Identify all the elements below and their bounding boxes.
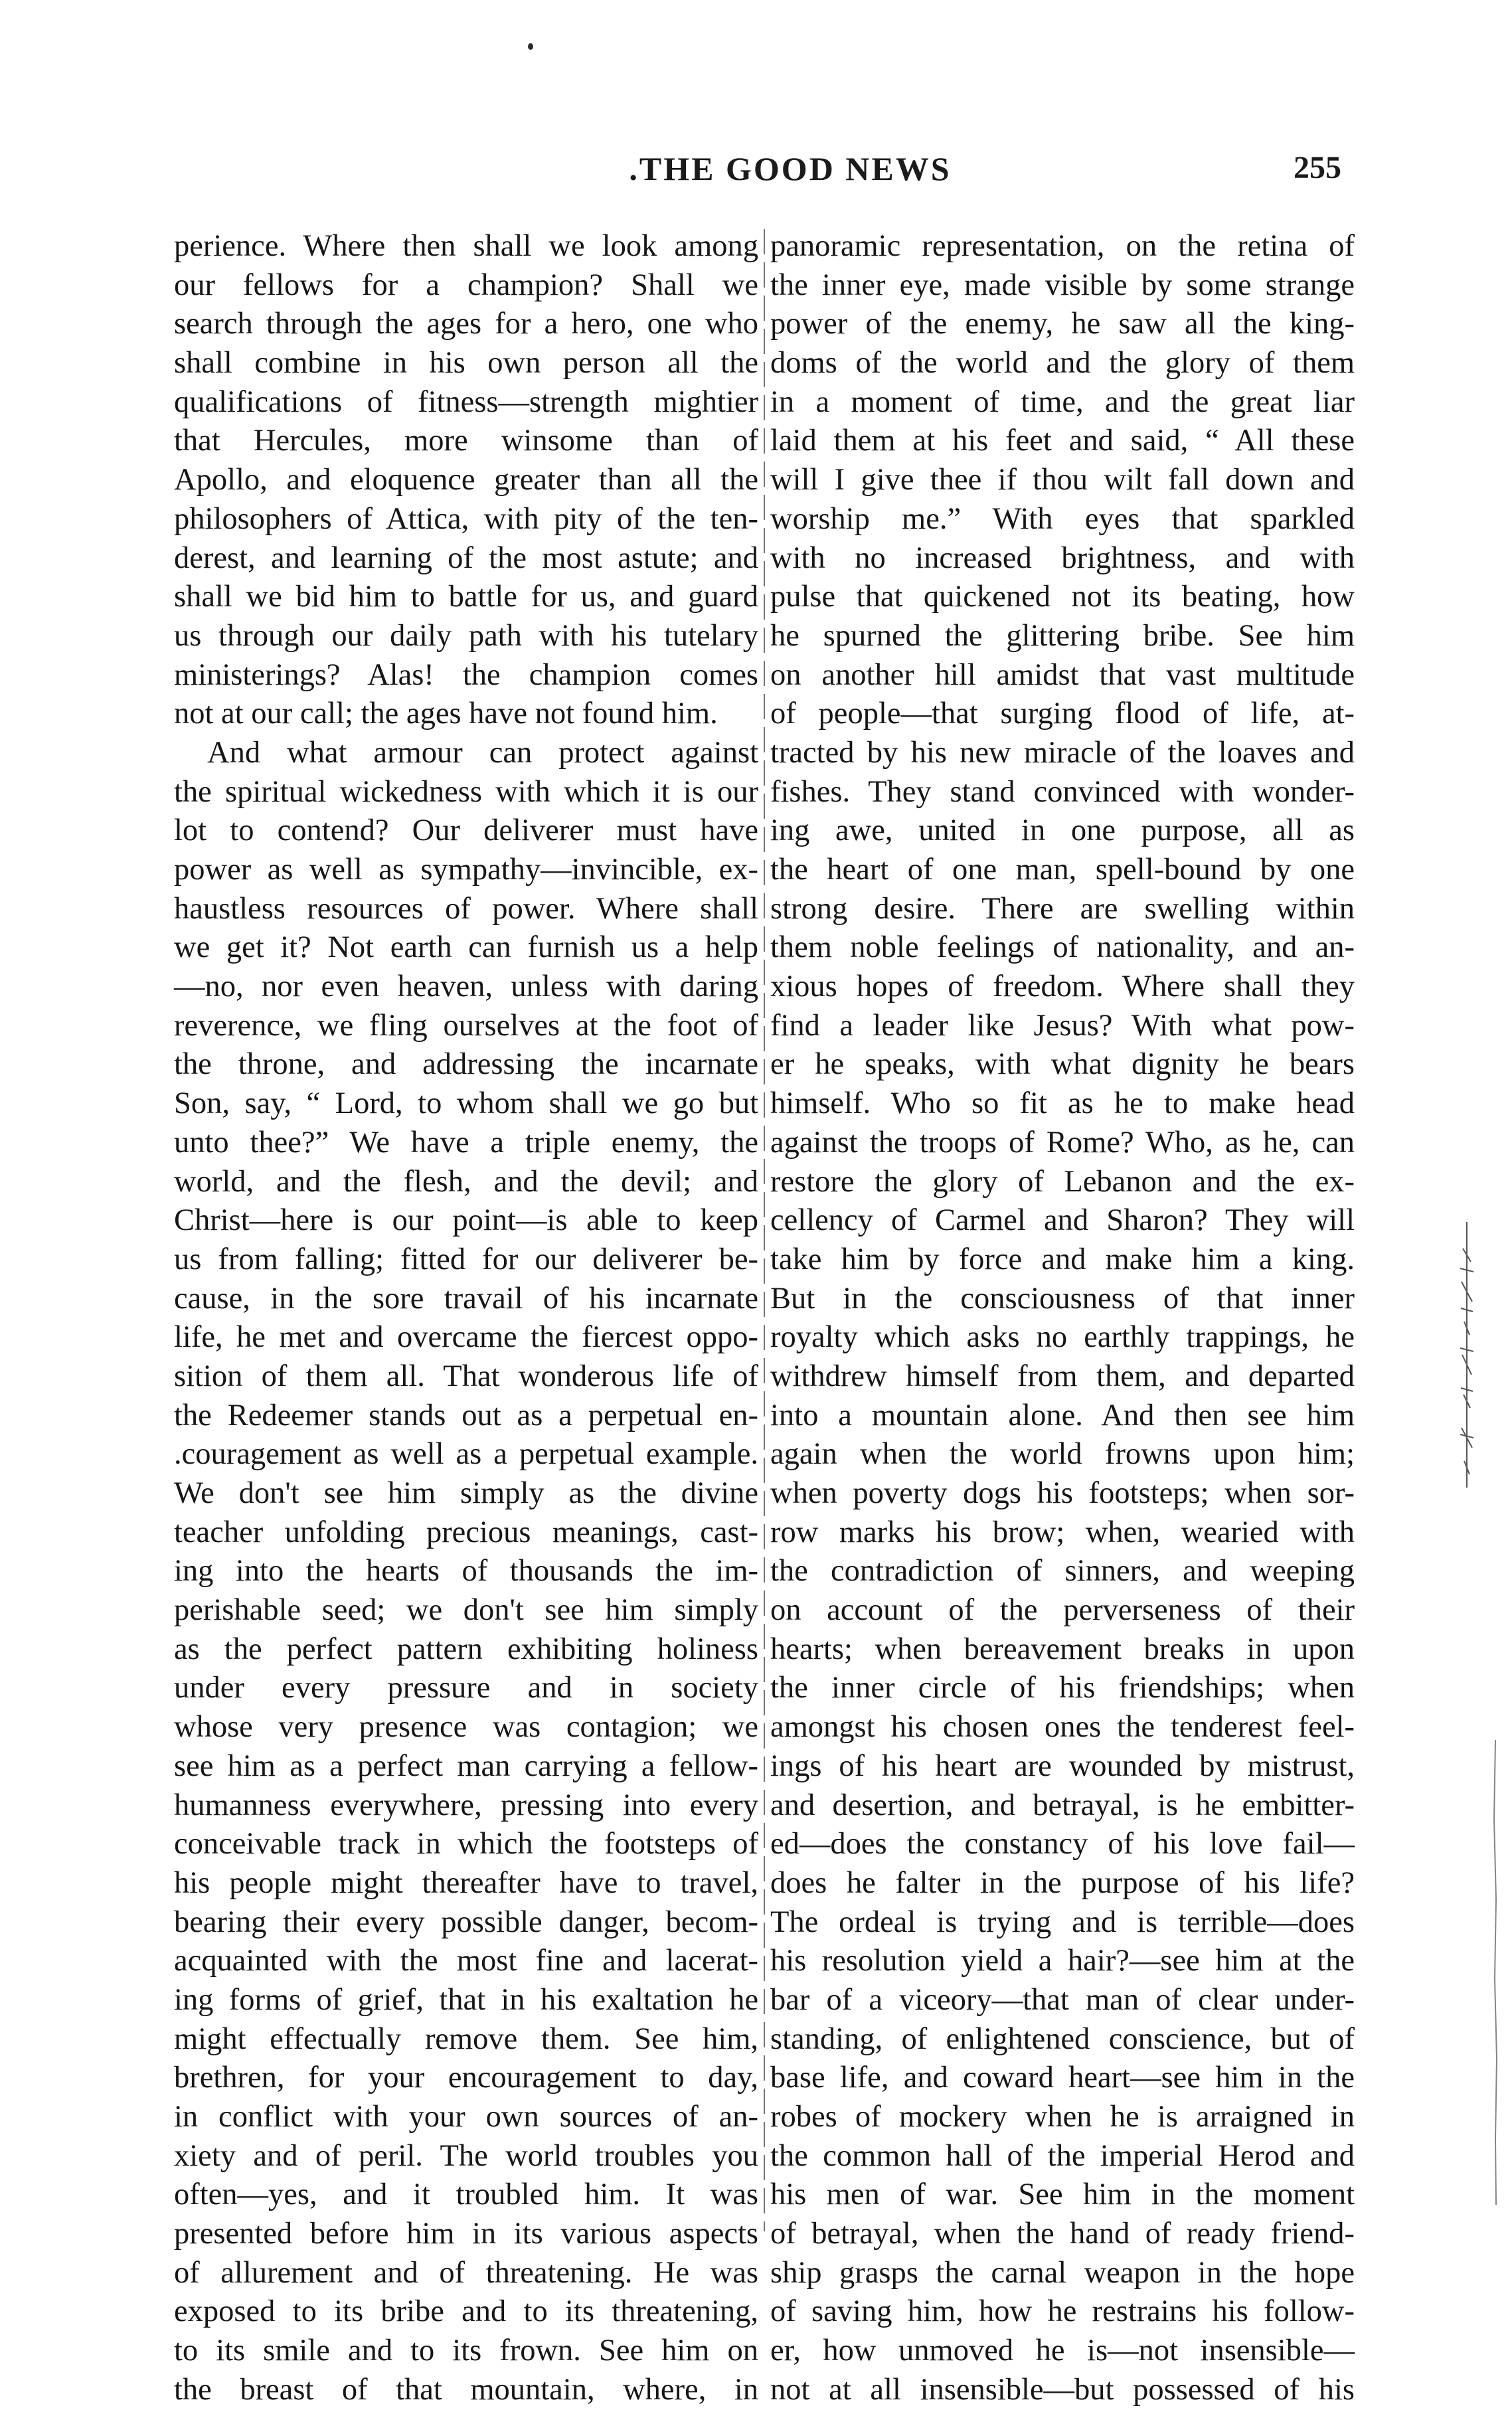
text-line: acquainted with the most fine and lacerat- [174, 1944, 758, 1978]
text-line: ed—does the constancy of his love fail— [770, 1827, 1355, 1861]
text-line: the inner circle of his friendships; when [770, 1671, 1355, 1705]
text-line: perishable seed; we don't see him simply [174, 1593, 758, 1628]
text-line: er, how unmoved he is—not insensible— [770, 2334, 1355, 2368]
text-line: will I give thee if thou wilt fall down and [770, 463, 1355, 497]
text-line: presented before him in its various aspects [174, 2217, 758, 2251]
text-line: on another hill amidst that vast multitude [770, 657, 1355, 692]
text-line: laid them at his feet and said, “ All these [770, 424, 1355, 458]
ink-speck [528, 43, 533, 50]
left-text-column [174, 227, 758, 2410]
text-line: in a moment of time, and the great liar [770, 385, 1355, 419]
text-line: unto thee?” We have a triple enemy, the [174, 1125, 758, 1160]
text-line: sition of them all. That wonderous life of [174, 1359, 758, 1393]
text-line: strong desire. There are swelling within [770, 891, 1355, 926]
text-line: ings of his heart are wounded by mistrust, [770, 1749, 1355, 1783]
text-line: The ordeal is trying and is terrible—does [770, 1905, 1355, 1939]
text-line: qualifications of fitness—strength mightier [174, 385, 758, 419]
text-line: does he falter in the purpose of his life? [770, 1865, 1355, 1900]
text-line: our fellows for a champion? Shall we [174, 268, 758, 302]
text-line: search through the ages for a hero, one who [174, 307, 758, 341]
page-edge-artifact [1487, 1740, 1504, 2205]
text-line: on account of the perverseness of their [770, 1593, 1355, 1628]
text-line: ing into the hearts of thousands the im- [174, 1554, 758, 1589]
text-line: himself. Who so fit as he to make head [770, 1086, 1355, 1121]
text-line: xiety and of peril. The world troubles you [174, 2138, 758, 2173]
text-line: the inner eye, made visible by some strange [770, 268, 1355, 302]
text-line: row marks his brow; when, wearied with [770, 1515, 1355, 1549]
text-line: shall combine in his own person all the [174, 346, 758, 381]
text-line: as the perfect pattern exhibiting holiness [174, 1632, 758, 1666]
column-divider [764, 229, 765, 2231]
text-line: power of the enemy, he saw all the king- [770, 307, 1355, 341]
right-text-column [770, 227, 1355, 2410]
text-line: haustless resources of power. Where shall [174, 891, 758, 926]
text-line: cause, in the sore travail of his incarnate [174, 1281, 758, 1316]
text-line: his men of war. See him in the moment [770, 2178, 1355, 2212]
text-line: world, and the flesh, and the devil; and [174, 1164, 758, 1199]
text-line: standing, of enlightened conscience, but of [770, 2022, 1355, 2056]
text-line: to its smile and to its frown. See him on [174, 2334, 758, 2368]
text-line: the spiritual wickedness with which it is our [174, 774, 758, 809]
text-line: teacher unfolding precious meanings, cast- [174, 1515, 758, 1549]
text-line: derest, and learning of the most astute; and [174, 541, 758, 575]
text-line: find a leader like Jesus? With what pow- [770, 1008, 1355, 1043]
text-line: royalty which asks no earthly trappings, he [770, 1320, 1355, 1355]
text-line: shall we bid him to battle for us, and guard [174, 580, 758, 614]
text-line: the heart of one man, spell-bound by one [770, 853, 1355, 887]
text-line: that Hercules, more winsome than of [174, 424, 758, 458]
text-line: again when the world frowns upon him; [770, 1437, 1355, 1472]
text-line: into a mountain alone. And then see him [770, 1398, 1355, 1432]
text-line: hearts; when bereavement breaks in upon [770, 1632, 1355, 1666]
text-line: not at all insensible—but possessed of his [770, 2372, 1355, 2407]
text-line: us through our daily path with his tutelary [174, 618, 758, 653]
text-line: xious hopes of freedom. Where shall they [770, 970, 1355, 1004]
text-line: of saving him, how he restrains his follow- [770, 2294, 1355, 2329]
text-line: often—yes, and it troubled him. It was [174, 2178, 758, 2212]
text-line: the breast of that mountain, where, in [174, 2372, 758, 2407]
text-line: against the troops of Rome? Who, as he, can [770, 1125, 1355, 1160]
text-line: with no increased brightness, and with [770, 541, 1355, 575]
text-line: us from falling; fitted for our deliverer be- [174, 1242, 758, 1276]
text-line: the common hall of the imperial Herod and [770, 2138, 1355, 2173]
text-line: .couragement as well as a perpetual example. [174, 1437, 758, 1472]
text-line: in conflict with your own sources of an- [174, 2100, 758, 2134]
text-line: of allurement and of threatening. He was [174, 2255, 758, 2290]
text-line: lot to contend? Our deliverer must have [174, 814, 758, 848]
text-line: But in the consciousness of that inner [770, 1281, 1355, 1316]
text-line: whose very presence was contagion; we [174, 1710, 758, 1745]
text-line: not at our call; the ages have not found him. [174, 697, 718, 731]
text-line: ing awe, united in one purpose, all as [770, 814, 1355, 848]
text-line: brethren, for your encouragement to day, [174, 2061, 758, 2095]
text-line: worship me.” With eyes that sparkled [770, 501, 1355, 536]
page-number: 255 [1294, 150, 1341, 185]
text-line: ship grasps the carnal weapon in the hope [770, 2255, 1355, 2290]
text-line: exposed to its bribe and to its threatening, [174, 2294, 758, 2329]
text-line: er he speaks, with what dignity he bears [770, 1047, 1355, 1082]
text-line: his people might thereafter have to travel, [174, 1865, 758, 1900]
text-line: Son, say, “ Lord, to whom shall we go but [174, 1086, 758, 1121]
text-line: might effectually remove them. See him, [174, 2022, 758, 2056]
text-line: power as well as sympathy—invincible, ex- [174, 853, 758, 887]
text-line: he spurned the glittering bribe. See him [770, 618, 1355, 653]
text-line: withdrew himself from them, and departed [770, 1359, 1355, 1393]
text-line: take him by force and make him a king. [770, 1242, 1355, 1276]
text-line: of people—that surging flood of life, at- [770, 697, 1355, 731]
text-line: bar of a viceory—that man of clear under- [770, 1982, 1355, 2017]
text-line: them noble feelings of nationality, and an- [770, 930, 1355, 965]
text-line: Christ—here is our point—is able to keep [174, 1203, 758, 1238]
running-header-title: .THE GOOD NEWS [629, 150, 952, 187]
text-line: see him as a perfect man carrying a fellow- [174, 1749, 758, 1783]
text-line: amongst his chosen ones the tenderest feel- [770, 1710, 1355, 1745]
text-line: his resolution yield a hair?—see him at the [770, 1944, 1355, 1978]
text-line: base life, and coward heart—see him in the [770, 2061, 1355, 2095]
text-line: ing forms of grief, that in his exaltation he [174, 1982, 758, 2017]
text-line: we get it? Not earth can furnish us a help [174, 930, 758, 965]
text-line: ministerings? Alas! the champion comes [174, 657, 758, 692]
text-line: perience. Where then shall we look among [174, 229, 758, 263]
text-line: of betrayal, when the hand of ready friend- [770, 2217, 1355, 2251]
text-line: philosophers of Attica, with pity of the ten- [174, 501, 758, 536]
text-line: We don't see him simply as the divine [174, 1476, 758, 1510]
text-line: panoramic representation, on the retina of [770, 229, 1355, 263]
text-line: humanness everywhere, pressing into every [174, 1788, 758, 1822]
text-line: tracted by his new miracle of the loaves and [770, 735, 1355, 770]
text-line: the throne, and addressing the incarnate [174, 1047, 758, 1082]
text-line: fishes. They stand convinced with wonder- [770, 774, 1355, 809]
text-line: under every pressure and in society [174, 1671, 758, 1705]
text-line: life, he met and overcame the fiercest oppo- [174, 1320, 758, 1355]
text-line: the Redeemer stands out as a perpetual en- [174, 1398, 758, 1432]
text-line: pulse that quickened not its beating, how [770, 580, 1355, 614]
text-line: Apollo, and eloquence greater than all the [174, 463, 758, 497]
text-line: and desertion, and betrayal, is he embitter- [770, 1788, 1355, 1822]
paragraph-start-line: And what armour can protect against [207, 735, 758, 770]
text-line: the contradiction of sinners, and weeping [770, 1554, 1355, 1589]
text-line: when poverty dogs his footsteps; when sor- [770, 1476, 1355, 1510]
text-line: reverence, we fling ourselves at the foot of [174, 1008, 758, 1043]
binding-scan-artifact [1458, 1222, 1476, 1488]
text-line: conceivable track in which the footsteps of [174, 1827, 758, 1861]
text-line: bearing their every possible danger, becom- [174, 1905, 758, 1939]
text-line: restore the glory of Lebanon and the ex- [770, 1164, 1355, 1199]
text-line: robes of mockery when he is arraigned in [770, 2100, 1355, 2134]
text-line: —no, nor even heaven, unless with daring [174, 970, 758, 1004]
text-line: cellency of Carmel and Sharon? They will [770, 1203, 1355, 1238]
text-line: doms of the world and the glory of them [770, 346, 1355, 381]
